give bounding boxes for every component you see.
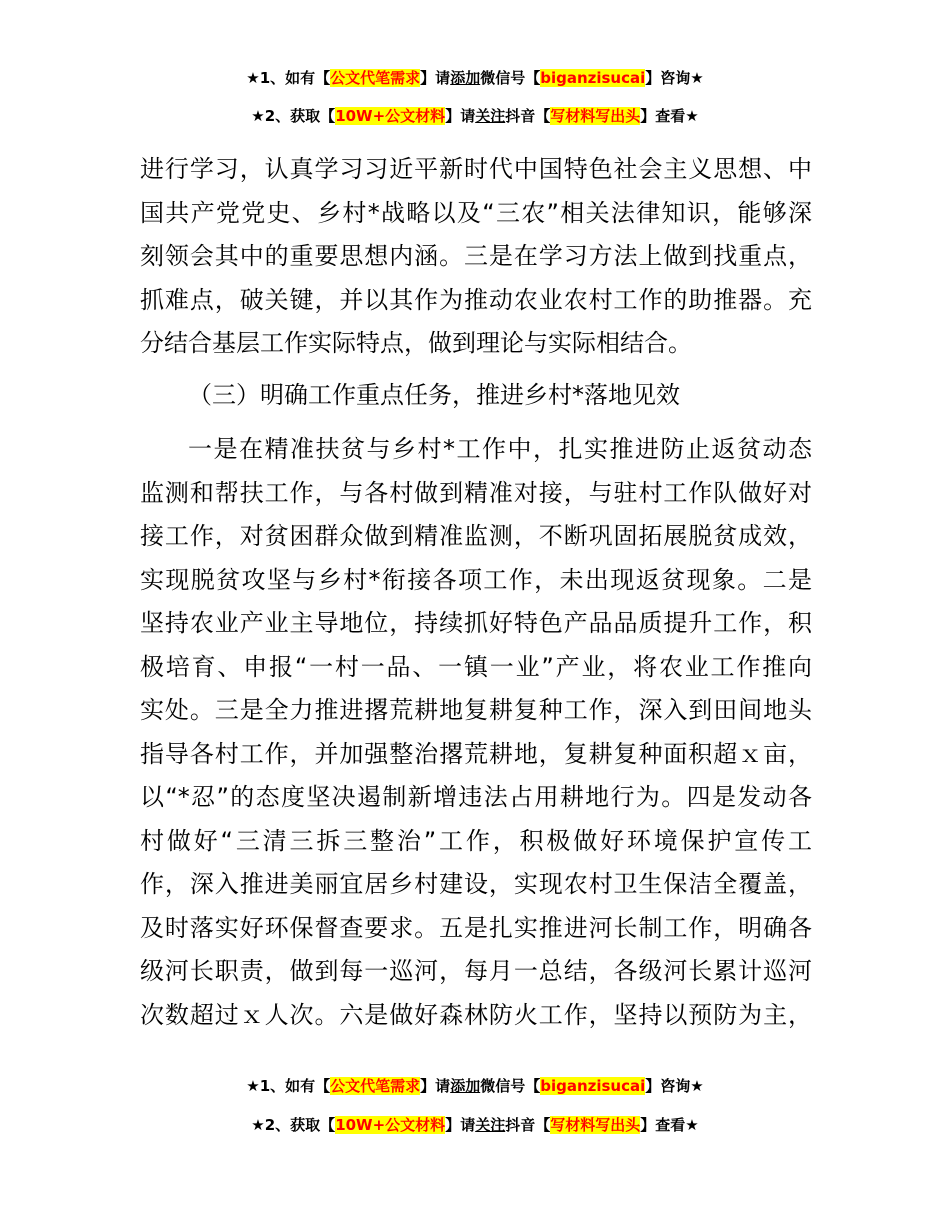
banner-suffix: 】查看★ xyxy=(640,1116,699,1134)
banner-prefix: ★2、获取【 xyxy=(251,1116,336,1134)
banner-underlined-word: 关注 xyxy=(475,1116,506,1134)
text-line: 坚持农业产业主导地位，持续抓好特色产品品质提升工作，积 xyxy=(140,609,812,637)
banner-text: 】请 xyxy=(445,1116,476,1134)
text-line: 分结合基层工作实际特点，做到理论与实际相结合。 xyxy=(140,329,692,357)
bottom-ad-banner-line-2 xyxy=(0,1115,950,1135)
text-line: 国共产党党史、乡村*战略以及“三农”相关法律知识，能够深 xyxy=(140,198,812,227)
banner-text: 抖音【 xyxy=(505,107,551,125)
banner-highlight-wechat-id: biganzisucai xyxy=(540,1077,646,1095)
text-line: 村做好“三清三拆三整治”工作，积极做好环境保护宣传工 xyxy=(140,826,812,855)
banner-highlight-wechat-id: biganzisucai xyxy=(540,69,646,87)
top-ad-banner-line-1 xyxy=(0,68,950,88)
text-line: 及时落实好环保督查要求。五是扎实推进河长制工作，明确各 xyxy=(140,913,812,942)
text-line: 级河长职责，做到每一巡河，每月一总结，各级河长累计巡河 xyxy=(140,957,812,985)
text-line-indented: 一是在精准扶贫与乡村*工作中，扎实推进防止返贫动态 xyxy=(188,435,812,463)
banner-text: 微信号【 xyxy=(480,69,541,87)
banner-suffix: 】查看★ xyxy=(640,107,699,125)
banner-prefix: ★2、获取【 xyxy=(251,107,336,125)
banner-highlight-materials: 10W+公文材料 xyxy=(335,107,446,125)
banner-text: 微信号【 xyxy=(480,1077,541,1095)
text-line: 实处。三是全力推进撂荒耕地复耕复种工作，深入到田间地头 xyxy=(140,696,812,724)
banner-highlight-materials: 10W+公文材料 xyxy=(335,1116,446,1134)
banner-highlight-service: 公文代笔需求 xyxy=(330,1077,421,1095)
section-heading xyxy=(188,374,812,418)
text-line: 作，深入推进美丽宜居乡村建设，实现农村卫生保洁全覆盖， xyxy=(140,870,812,898)
text-line: 抓难点，破关键，并以其作为推动农业农村工作的助推器。充 xyxy=(140,285,812,314)
banner-text: 】请 xyxy=(420,69,451,87)
banner-prefix: ★1、如有【 xyxy=(246,69,331,87)
section-heading-text: （三）明确工作重点任务，推进乡村*落地见效 xyxy=(188,381,680,409)
text-line: 次数超过ｘ人次。六是做好森林防火工作，坚持以预防为主， xyxy=(140,1000,812,1029)
text-line: 刻领会其中的重要思想内涵。三是在学习方法上做到找重点， xyxy=(140,242,812,270)
text-line: 以“*忍”的态度坚决遏制新增违法占用耕地行为。四是发动各 xyxy=(140,783,812,811)
paragraph-continuation xyxy=(140,148,812,366)
paragraph-tasks xyxy=(140,428,812,1037)
banner-text: 】请 xyxy=(445,107,476,125)
text-line: 指导各村工作，并加强整治撂荒耕地，复耕复种面积超ｘ亩， xyxy=(140,739,812,768)
text-line: 接工作，对贫困群众做到精准监测，不断巩固拓展脱贫成效， xyxy=(140,522,812,550)
top-ad-banner-line-2 xyxy=(0,106,950,126)
banner-highlight-douyin-account: 写材料写出头 xyxy=(550,107,641,125)
text-line: 实现脱贫攻坚与乡村*衔接各项工作，未出现返贫现象。二是 xyxy=(140,565,812,594)
banner-text: 】请 xyxy=(420,1077,451,1095)
banner-underlined-word: 添加 xyxy=(450,69,481,87)
banner-suffix: 】咨询★ xyxy=(645,1077,704,1095)
bottom-ad-banner-line-1 xyxy=(0,1076,950,1096)
banner-prefix: ★1、如有【 xyxy=(246,1077,331,1095)
banner-highlight-service: 公文代笔需求 xyxy=(330,69,421,87)
banner-underlined-word: 关注 xyxy=(475,107,506,125)
banner-suffix: 】咨询★ xyxy=(645,69,704,87)
text-line: 进行学习，认真学习习近平新时代中国特色社会主义思想、中 xyxy=(140,155,812,183)
text-line: 监测和帮扶工作，与各村做到精准对接，与驻村工作队做好对 xyxy=(140,478,812,507)
banner-text: 抖音【 xyxy=(505,1116,551,1134)
banner-highlight-douyin-account: 写材料写出头 xyxy=(550,1116,641,1134)
text-line: 极培育、申报“一村一品、一镇一业”产业，将农业工作推向 xyxy=(140,652,812,681)
banner-underlined-word: 添加 xyxy=(450,1077,481,1095)
